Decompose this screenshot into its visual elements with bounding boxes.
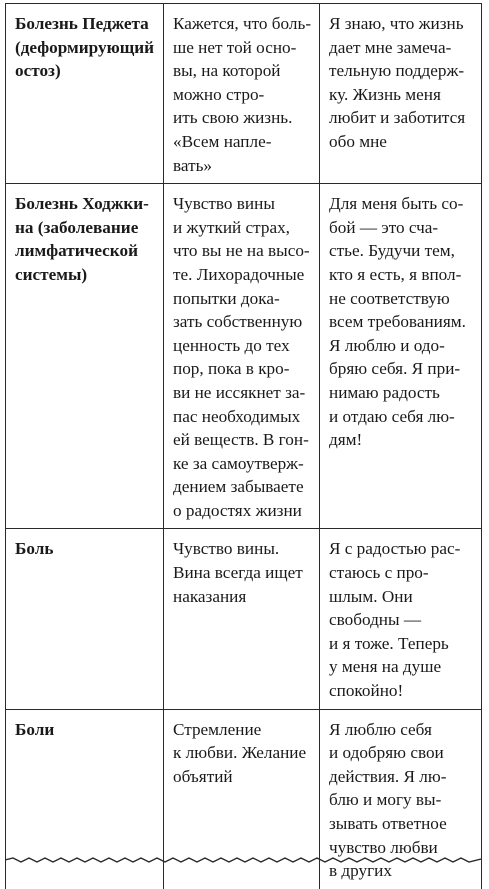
disease-cell: Боли xyxy=(6,709,164,889)
cause-cell: Кажется, что боль- ше нет той осно- вы, на которой можно стро- ить свою жизнь. «Всем напле- вать» xyxy=(164,4,320,184)
affirmation-cell: Я люблю себя и одобряю свои действия. Я лю- блю и могу вы- зывать ответное чувство любви в других xyxy=(320,709,482,889)
affirmation-cell: Я с радостью рас- стаюсь с про- шлым. Они свободны — и я тоже. Теперь у меня на душе спокойно! xyxy=(320,529,482,709)
table-row xyxy=(6,4,482,184)
torn-edge-divider xyxy=(5,856,481,864)
table-row xyxy=(6,529,482,709)
disease-table xyxy=(5,3,482,889)
table-row xyxy=(6,184,482,529)
cause-cell: Чувство вины и жуткий страх, что вы не на высо- те. Лихорадочные попытки дока- зать собственную ценность до тех пор, пока в кро- ви не иссякнет за- пас необходимых ей веществ. В гон- ке за самоутверж- дением забываете о радостях жизни xyxy=(164,184,320,529)
disease-cell: Боль xyxy=(6,529,164,709)
cause-cell: Стремление к любви. Желание объятий xyxy=(164,709,320,889)
disease-cell: Болезнь Педжета (деформирующий остоз) xyxy=(6,4,164,184)
document-page xyxy=(5,3,481,881)
disease-cell: Болезнь Ходжки- на (заболевание лимфатической системы) xyxy=(6,184,164,529)
affirmation-cell: Я знаю, что жизнь дает мне замеча- тельную поддерж- ку. Жизнь меня любит и заботится обо мне xyxy=(320,4,482,184)
cause-cell: Чувство вины. Вина всегда ищет наказания xyxy=(164,529,320,709)
affirmation-cell: Для меня быть со- бой — это сча- стье. Будучи тем, кто я есть, я впол- не соответствую всем требованиям. Я люблю и одо- бряю себя. Я при- нимаю радость и отдаю себя лю- дям! xyxy=(320,184,482,529)
